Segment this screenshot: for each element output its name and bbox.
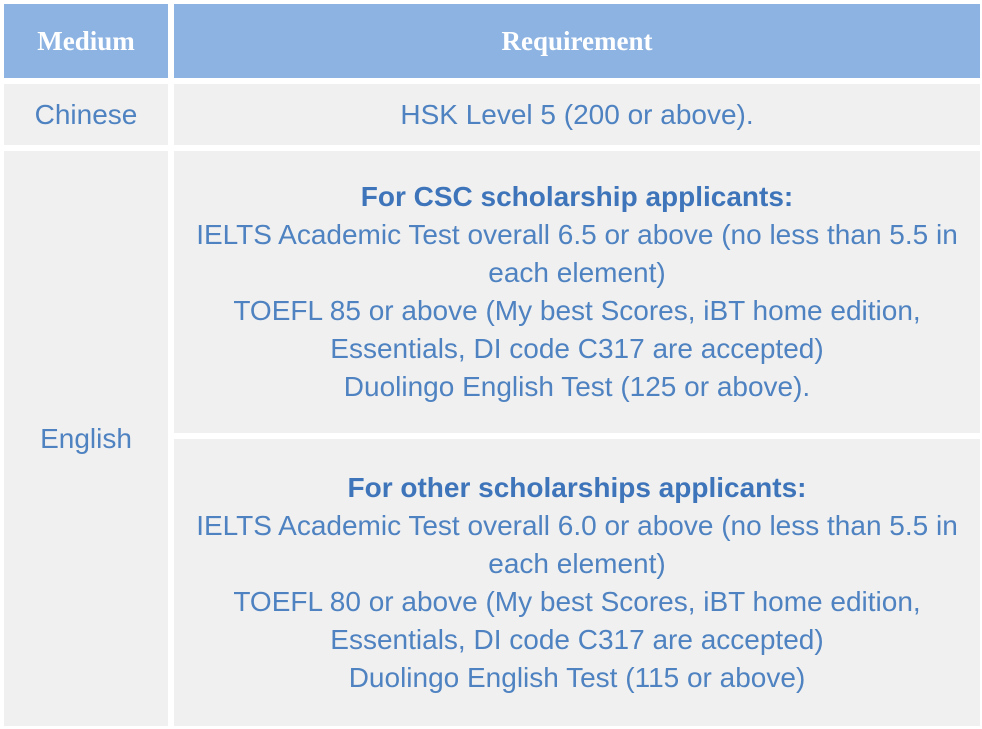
cell-medium-chinese: Chinese: [4, 84, 168, 145]
requirement-item-toefl-csc: TOEFL 85 or above (My best Scores, iBT home edition, Essentials, DI code C317 are accepted): [233, 295, 921, 364]
cell-requirement-english: [174, 151, 980, 726]
requirement-section-csc: [174, 151, 980, 433]
section-title-csc: For CSC scholarship applicants:: [360, 181, 794, 212]
column-header-requirement: Requirement: [174, 4, 980, 78]
requirement-item-ielts-other: IELTS Academic Test overall 6.0 or above (no less than 5.5 in each element): [196, 509, 958, 579]
requirement-item-duolingo-csc: Duolingo English Test (125 or above).: [343, 371, 811, 402]
requirement-item-ielts-csc: IELTS Academic Test overall 6.5 or above (no less than 5.5 in each element): [196, 219, 958, 288]
section-title-other: For other scholarships applicants:: [347, 471, 807, 503]
requirement-item-duolingo-other: Duolingo English Test (115 or above): [348, 661, 806, 693]
requirement-section-other: [174, 439, 980, 726]
requirement-item-toefl-other: TOEFL 80 or above (My best Scores, iBT home edition, Essentials, DI code C317 are accepted): [233, 585, 921, 655]
cell-medium-english: English: [4, 151, 168, 726]
column-header-medium: Medium: [4, 4, 168, 78]
cell-requirement-chinese: HSK Level 5 (200 or above).: [174, 84, 980, 145]
